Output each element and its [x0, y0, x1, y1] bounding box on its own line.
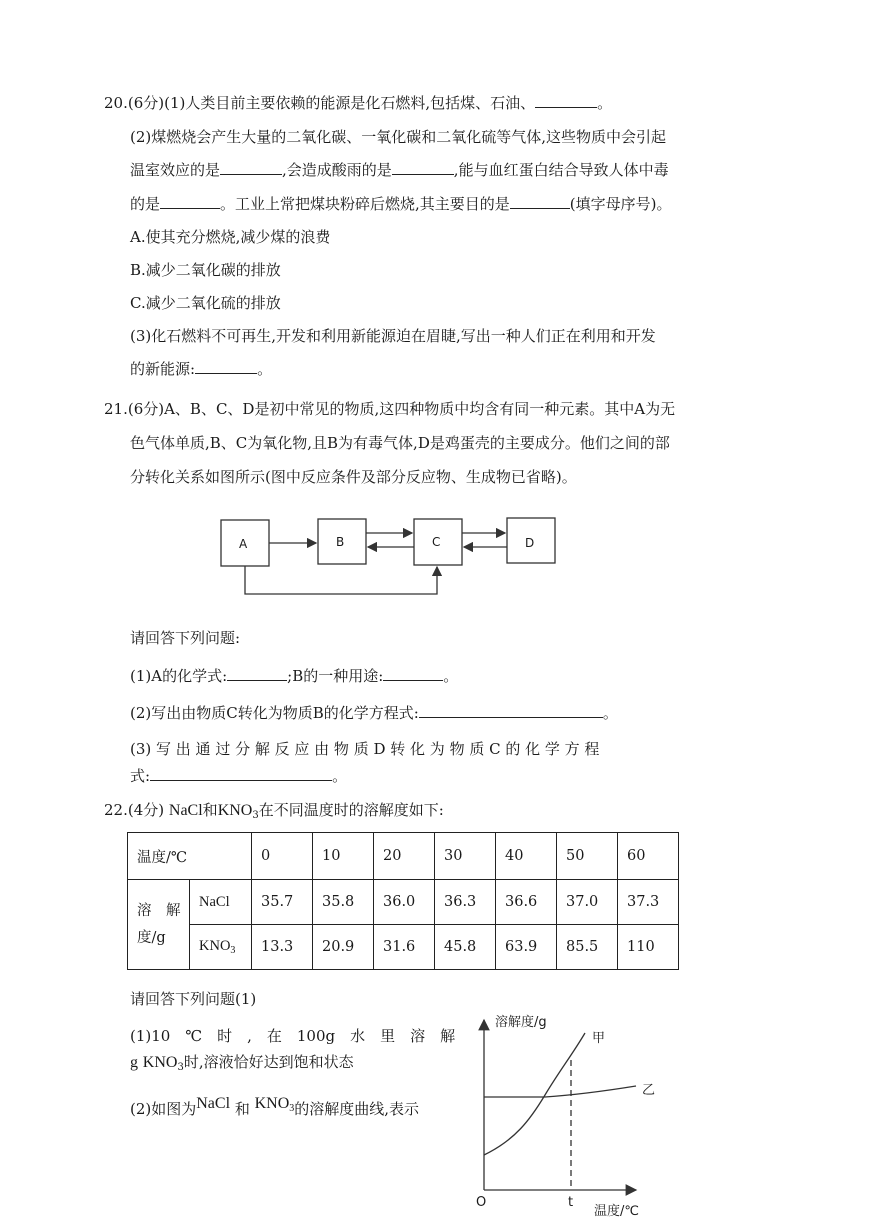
q22-part-2c: 的溶解度曲线,表示	[294, 1100, 420, 1118]
kno3-label-sub: 3	[230, 945, 236, 956]
box-a-label: A	[239, 537, 248, 551]
q21-part-1	[130, 666, 458, 686]
q22-part-1-kno: KNO	[142, 1054, 178, 1071]
arrow-a-to-c	[245, 566, 437, 594]
nacl-value: 35.8	[313, 880, 374, 925]
q22-part-2-nacl: NaCl	[196, 1095, 231, 1112]
q20-blank-4[interactable]	[160, 194, 220, 209]
table-row-temp	[128, 833, 679, 880]
q20-line-4b: 。工业上常把煤块粉碎后燃烧,其主要目的是	[220, 195, 510, 213]
q21-part-2-end: 。	[602, 704, 618, 722]
kno3-value: 31.6	[374, 925, 435, 970]
q20-line-6-end: 。	[257, 360, 273, 378]
q22-part-2-kno-sub: 3	[289, 1103, 295, 1114]
q20-blank-1[interactable]	[535, 93, 597, 108]
q20-blank-6[interactable]	[195, 359, 257, 374]
kno3-value: 63.9	[496, 925, 557, 970]
nacl-value: 37.3	[618, 880, 679, 925]
q22-prompt: 请回答下列问题(1)	[130, 990, 257, 1008]
box-d-label: D	[525, 536, 535, 550]
q21-blank-4[interactable]	[150, 766, 332, 781]
q21-blank-1[interactable]	[227, 666, 287, 681]
q22-part-1-line-2	[130, 1052, 354, 1078]
q22-part-2-kno: KNO	[254, 1095, 290, 1112]
kno3-value: 110	[618, 925, 679, 970]
q21-part-3-end: 。	[332, 767, 348, 785]
q20-line-4a: 的是	[130, 195, 161, 213]
q20-line-1	[104, 93, 612, 113]
q20-option-a: A.使其充分燃烧,减少煤的浪费	[130, 228, 331, 246]
q20-blank-2[interactable]	[220, 160, 282, 175]
table-row-kno3	[128, 925, 679, 970]
q22-unit-g: g	[130, 1054, 138, 1071]
graph-origin-label: O	[476, 1195, 487, 1210]
q20-line-5: (3)化石燃料不可再生,开发和利用新能源迫在眉睫,写出一种人们正在利用和开发	[130, 327, 656, 345]
row-label-1: 溶 解	[137, 902, 181, 919]
q21-blank-3[interactable]	[419, 703, 603, 718]
q21-line-2: 色气体单质,B、C为氧化物,且B为有毒气体,D是鸡蛋壳的主要成分。他们之间的部	[130, 434, 670, 452]
kno3-value: 20.9	[313, 925, 374, 970]
temp-cell: 60	[618, 833, 679, 880]
kno3-value: 45.8	[435, 925, 496, 970]
graph-y-label: 溶解度/g	[495, 1015, 547, 1030]
q20-option-c: C.减少二氧化硫的排放	[130, 294, 281, 312]
nacl-value: 36.3	[435, 880, 496, 925]
q22-part-1-kno-sub: 3	[177, 1062, 184, 1073]
temp-cell: 30	[435, 833, 496, 880]
q20-line-4c: (填字母序号)。	[569, 195, 672, 213]
q20-line-3	[130, 160, 669, 180]
nacl-value: 36.0	[374, 880, 435, 925]
curve-jia	[484, 1033, 585, 1155]
q22-part-2b: 和	[234, 1100, 250, 1118]
q20-line-3b: ,会造成酸雨的是	[282, 161, 392, 179]
kno3-value: 13.3	[252, 925, 313, 970]
q21-line-3: 分转化关系如图所示(图中反应条件及部分反应物、生成物已省略)。	[130, 468, 577, 486]
row-label-2: 度/g	[137, 929, 166, 946]
q20-blank-5[interactable]	[510, 194, 570, 209]
nacl-label: NaCl	[190, 880, 252, 925]
q20-line-6	[130, 359, 272, 379]
q20-blank-3[interactable]	[392, 160, 454, 175]
q21-part-1-end: 。	[443, 667, 459, 685]
nacl-value: 35.7	[252, 880, 313, 925]
table-row-nacl	[128, 880, 679, 925]
q22-intro-a: 22.(4分)	[104, 801, 165, 819]
q22-intro-b: 和	[202, 801, 218, 819]
kno3-label-text: KNO	[199, 938, 231, 954]
q20-line-2: (2)煤燃烧会产生大量的二氧化碳、一氧化碳和二氧化硫等气体,这些物质中会引起	[130, 128, 667, 146]
q21-prompt: 请回答下列问题:	[130, 629, 241, 647]
q22-part-2	[130, 1094, 419, 1119]
temp-cell: 10	[313, 833, 374, 880]
q20-option-b: B.减少二氧化碳的排放	[130, 261, 281, 279]
box-b-label: B	[336, 535, 345, 549]
q21-part-3: (3) 写 出 通 过 分 解 反 应 由 物 质 D 转 化 为 物 质 C 的 化 学 方 程	[130, 740, 600, 758]
q20-line-4	[130, 194, 672, 214]
q21-line-1: 21.(6分)A、B、C、D是初中常见的物质,这四种物质中均含有同一种元素。其中A为无	[104, 400, 676, 418]
q22-intro-c: 在不同温度时的溶解度如下:	[258, 801, 444, 819]
graph-t-label: t	[568, 1195, 574, 1210]
q22-intro	[104, 800, 444, 826]
q22-nacl: NaCl	[168, 802, 203, 819]
temp-cell: 0	[252, 833, 313, 880]
q21-part-2	[130, 703, 618, 723]
temp-cell: 40	[496, 833, 557, 880]
q20-line-3a: 温室效应的是	[130, 161, 221, 179]
curve-jia-label: 甲	[592, 1031, 606, 1046]
q20-line-3c: ,能与血红蛋白结合导致人体中毒	[453, 161, 669, 179]
temp-cell: 20	[374, 833, 435, 880]
solubility-row-header	[128, 880, 190, 970]
q22-kno: KNO	[217, 802, 253, 819]
kno3-label	[190, 925, 252, 970]
temp-header: 温度/℃	[128, 833, 252, 880]
q21-part-2a: (2)写出由物质C转化为物质B的化学方程式:	[130, 704, 419, 722]
q22-part-2-kno3	[255, 1095, 295, 1112]
q21-part-3-line-2	[130, 766, 347, 786]
q21-part-1a: (1)A的化学式:	[130, 667, 228, 685]
temp-cell: 50	[557, 833, 618, 880]
curve-yi	[484, 1086, 636, 1097]
graph-x-label: 温度/℃	[594, 1204, 639, 1219]
q21-part-1b: ;B的一种用途:	[287, 667, 384, 685]
q22-part-2a: (2)如图为	[130, 1100, 197, 1118]
nacl-value: 37.0	[557, 880, 618, 925]
q20-line-1-end: 。	[597, 94, 613, 112]
q21-part-3b: 式:	[130, 767, 151, 785]
q22-part-1c: 时,溶液恰好达到饱和状态	[183, 1053, 354, 1071]
q22-kno-sub: 3	[252, 810, 259, 821]
box-c-label: C	[432, 535, 441, 549]
q20-line-6a: 的新能源:	[130, 360, 196, 378]
curve-yi-label: 乙	[642, 1083, 656, 1098]
q20-line-1-text: 20.(6分)(1)人类目前主要依赖的能源是化石燃料,包括煤、石油、	[104, 94, 536, 112]
q22-part-1: (1)10 ℃ 时 , 在 100g 水 里 溶 解	[130, 1027, 456, 1045]
q21-blank-2[interactable]	[383, 666, 443, 681]
nacl-value: 36.6	[496, 880, 557, 925]
kno3-value: 85.5	[557, 925, 618, 970]
solubility-table	[127, 832, 679, 970]
